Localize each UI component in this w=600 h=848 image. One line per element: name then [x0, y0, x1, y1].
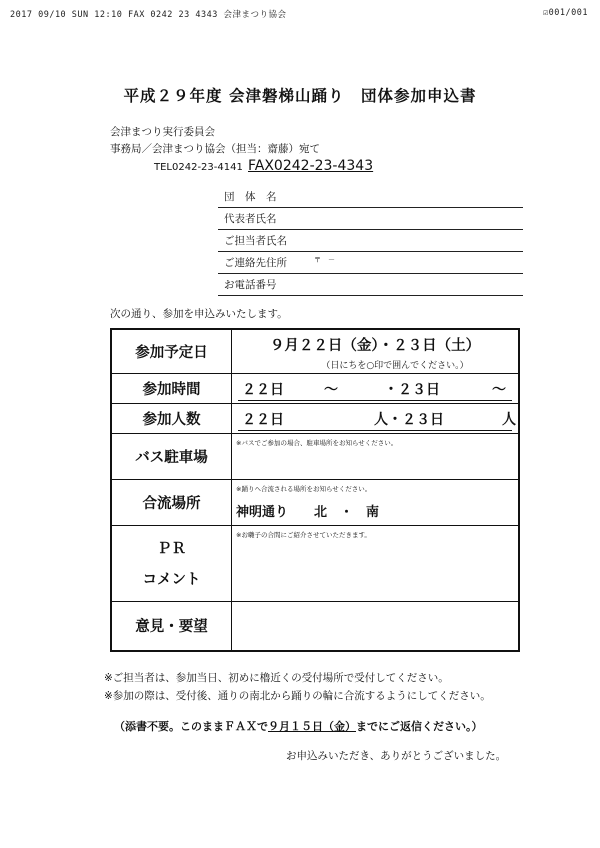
field-phone[interactable]: [218, 274, 523, 296]
fax-instruction-pre: （添書不要。このままＦＡＸで: [114, 720, 268, 733]
label-date: 参加予定日: [111, 329, 232, 373]
fax-instruction-post: までにご返信ください。）: [356, 720, 483, 733]
count-unit2: 人: [502, 411, 516, 428]
label-bus: バス駐車場: [111, 433, 232, 479]
field-label: ご担当者氏名: [224, 235, 287, 247]
label-count: 参加人数: [111, 403, 232, 433]
date-cell[interactable]: [232, 329, 520, 373]
label-pr-comment: [111, 525, 232, 601]
footnote-2: ※参加の際は、受付後、通りの南北から踊りの輪に合流するようにしてください。: [104, 690, 491, 702]
postal-mark: 〒 －: [314, 256, 335, 264]
label-meeting-place: 合流場所: [111, 479, 232, 525]
date-note: （日にちを○印で囲んでください。）: [321, 360, 469, 371]
field-representative[interactable]: [218, 208, 523, 230]
field-address[interactable]: [218, 252, 523, 274]
deadline-date: ９月１５日（金）: [268, 720, 356, 733]
fax-header-page: ☑001/001: [543, 8, 588, 18]
field-label: ご連絡先住所: [224, 257, 287, 269]
org-office: 事務局／会津まつり協会（担当：齋藤）宛て: [110, 143, 320, 155]
field-label: 代表者氏名: [224, 213, 277, 225]
time-sep1: ～: [324, 381, 338, 398]
fax-instruction: [114, 718, 483, 734]
count-cell[interactable]: [232, 403, 520, 433]
intro-text: 次の通り、参加を申込みいたします。: [110, 308, 288, 320]
fax-header-left: 2017 09/10 SUN 12:10 FAX 0242 23 4343 会津まつり協会: [10, 10, 287, 20]
page-title: 平成２９年度 会津磐梯山踊り 団体参加申込書: [123, 87, 477, 105]
pr-cell[interactable]: [232, 525, 520, 601]
field-person-in-charge[interactable]: [218, 230, 523, 252]
label-time: 参加時間: [111, 373, 232, 403]
fax-number: FAX0242-23-4343: [248, 158, 374, 174]
date-value: ９月２２日（金）・２３日（土）: [269, 337, 481, 354]
count-day2: ・２３日: [388, 411, 444, 428]
footnote-1: ※ご担当者は、参加当日、初めに櫓近くの受付場所で受付してください。: [104, 672, 449, 684]
org-committee: 会津まつり実行委員会: [110, 126, 215, 138]
field-group-name[interactable]: [218, 186, 523, 208]
time-sep2: ～: [492, 381, 506, 398]
application-table: [110, 328, 520, 652]
meeting-value: 神明通り 北 ・ 南: [236, 504, 380, 520]
pr-note: ※お囃子の合間にご紹介させていただきます。: [236, 530, 371, 539]
time-cell[interactable]: [232, 373, 520, 403]
tel-number: TEL0242-23-4141: [154, 162, 243, 173]
opinion-cell[interactable]: [232, 601, 520, 651]
field-label: お電話番号: [224, 279, 277, 291]
count-day1: ２２日: [242, 411, 284, 428]
comment-label: コメント: [142, 572, 201, 588]
count-unit1: 人: [374, 411, 388, 428]
time-day1: ２２日: [242, 381, 284, 398]
bus-note: ※バスでご参加の場合、駐車場所をお知らせください。: [236, 438, 398, 447]
label-opinion: 意見・要望: [111, 601, 232, 651]
thanks-text: お申込みいただき、ありがとうございました。: [286, 750, 507, 762]
meeting-note: ※踊りへ合流される場所をお知らせください。: [236, 484, 372, 493]
time-day2: ・２３日: [384, 381, 440, 398]
pr-label: ＰＲ: [157, 541, 186, 557]
meeting-cell[interactable]: [232, 479, 520, 525]
bus-cell[interactable]: [232, 433, 520, 479]
field-label: 団 体 名: [224, 191, 277, 203]
